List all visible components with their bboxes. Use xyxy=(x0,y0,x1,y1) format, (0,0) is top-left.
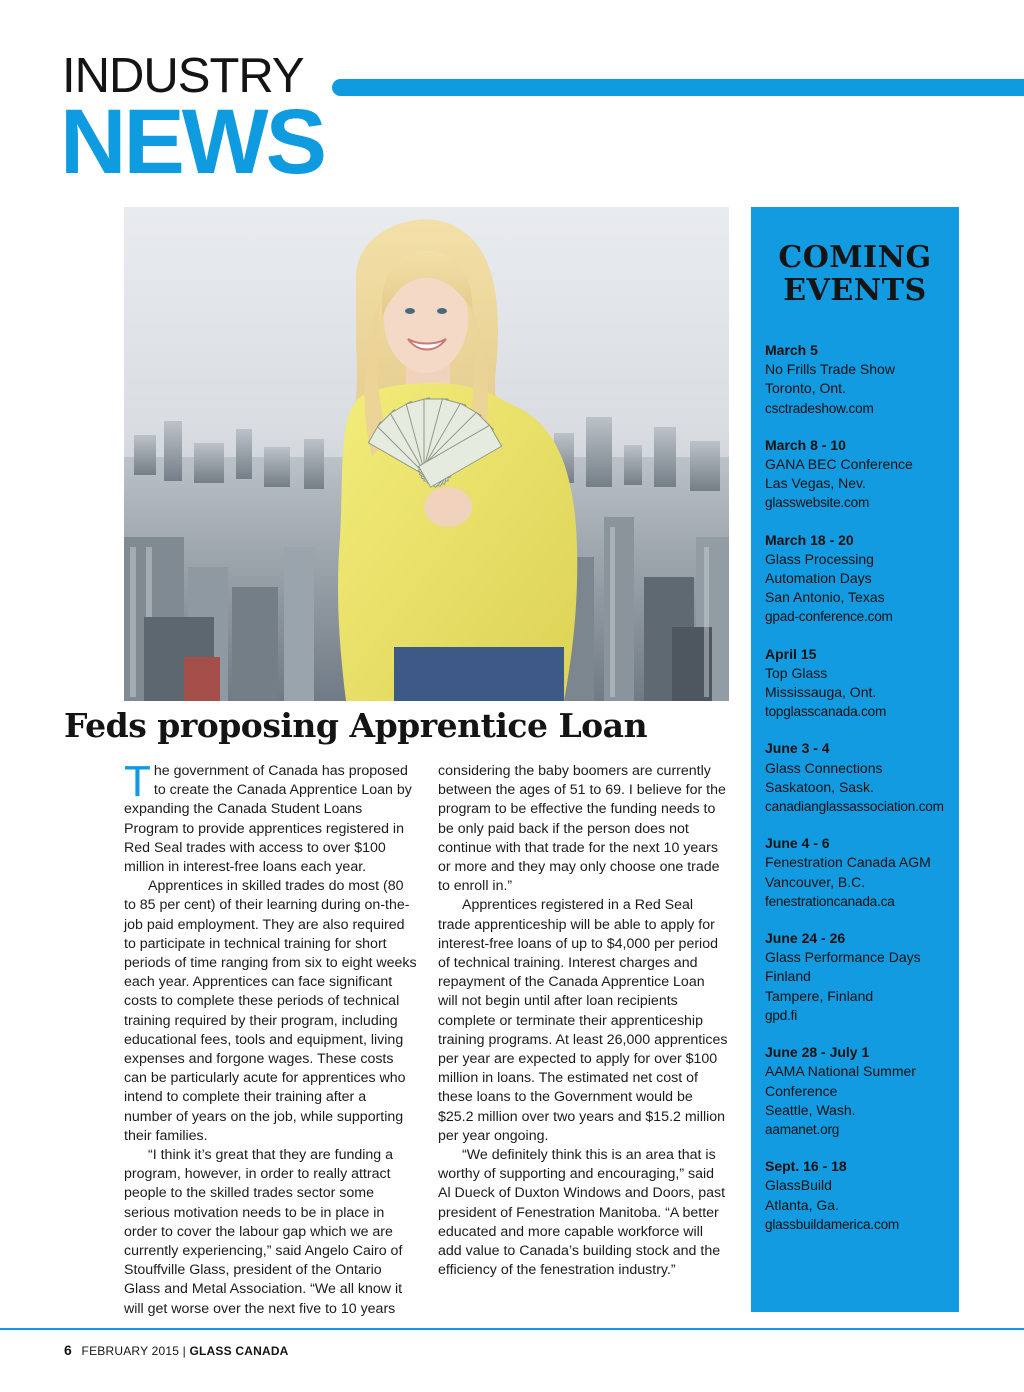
event-url[interactable]: aamanet.org xyxy=(765,1121,840,1137)
event-item xyxy=(765,739,957,816)
event-line: San Antonio, Texas xyxy=(765,589,885,606)
publication-name: GLASS CANADA xyxy=(189,1344,289,1358)
event-line: Tampere, Finland xyxy=(765,987,874,1004)
event-line: Finland xyxy=(765,968,811,985)
footer-rule xyxy=(0,1328,1024,1330)
paragraph-1-text: he government of Canada has proposed to create the Canada Apprentice Loan by expanding the Canada Student Loans Program to provide apprentices registered in Red Seal trades with access to over $100 million in interest-free loans each year. xyxy=(124,763,412,876)
event-line: No Frills Trade Show xyxy=(765,361,895,378)
event-line: Saskatoon, Sask. xyxy=(765,778,874,795)
event-line: Toronto, Ont. xyxy=(765,380,846,397)
issue-date: FEBRUARY 2015 | xyxy=(81,1344,186,1358)
event-line: GANA BEC Conference xyxy=(765,456,913,473)
event-line: Atlanta, Ga. xyxy=(765,1196,839,1213)
event-line: Seattle, Wash. xyxy=(765,1101,856,1118)
event-item xyxy=(765,1043,957,1139)
event-line: GlassBuild xyxy=(765,1177,832,1194)
event-item xyxy=(765,645,957,722)
event-url[interactable]: glasswebsite.com xyxy=(765,495,870,511)
paragraph-2: Apprentices in skilled trades do most (80 to 85 per cent) of their learning during on-the-job paid employment. They are also required to participate in technical training for short periods of time ranging from six to eight weeks each year. Apprentices can face significant costs to complete these periods of technical training required by their program, including educational fees, tools and equipment, living expenses and forgone wages. These costs can be particularly acute for apprentices who intend to complete their training after a number of years on the job, while supporting their families. xyxy=(124,878,417,1144)
event-date: March 18 - 20 xyxy=(765,531,854,548)
event-date: April 15 xyxy=(765,645,817,662)
event-line: Glass Connections xyxy=(765,759,883,776)
event-date: June 4 - 6 xyxy=(765,835,830,852)
page-number: 6 xyxy=(64,1342,72,1358)
article-photo xyxy=(124,207,729,701)
event-date: March 5 xyxy=(765,342,818,358)
event-date: June 24 - 26 xyxy=(765,930,846,947)
event-date: Sept. 16 - 18 xyxy=(765,1158,847,1175)
paragraph-1 xyxy=(124,757,417,877)
event-item xyxy=(765,1157,957,1234)
event-line: Vancouver, B.C. xyxy=(765,873,866,890)
article-headline: Feds proposing Apprentice Loan xyxy=(64,706,648,745)
event-line: Glass Processing xyxy=(765,550,874,567)
event-item xyxy=(765,531,957,627)
event-url[interactable]: canadianglassassociation.com xyxy=(765,799,944,815)
sidebar-title-line-1: COMING xyxy=(778,240,932,275)
event-date: June 28 - July 1 xyxy=(765,1044,870,1061)
event-url[interactable]: glassbuildamerica.com xyxy=(765,1216,900,1232)
paragraph-3: “I think it’s great that they are funding a program, however, in order to really attract people to the skilled trades sector some serious motivation needs to be in place in order to cover the labour gap which we are currently experiencing,” said Angelo Cairo of Stouffville Glass, president of the Ontario Glass and Metal Association. “We all know it will get worse over the next five to 10 years xyxy=(124,1147,403,1317)
event-date: June 3 - 4 xyxy=(765,740,830,757)
drop-cap: T xyxy=(124,757,151,806)
event-url[interactable]: gpd.fi xyxy=(765,1007,798,1023)
event-url[interactable]: gpad-conference.com xyxy=(765,609,893,625)
event-line: Top Glass xyxy=(765,664,828,681)
article-column-1 xyxy=(124,757,417,1319)
event-item xyxy=(765,834,957,911)
event-line: Automation Days xyxy=(765,570,872,587)
event-item xyxy=(765,436,957,513)
event-line: Las Vegas, Nev. xyxy=(765,475,866,492)
coming-events-sidebar xyxy=(751,207,959,1312)
masthead-news: NEWS xyxy=(60,91,324,193)
event-line: AAMA National Summer xyxy=(765,1063,916,1080)
sidebar-title xyxy=(751,241,959,307)
event-url[interactable]: topglasscanada.com xyxy=(765,704,887,720)
event-item xyxy=(765,341,957,418)
event-line: Glass Performance Days xyxy=(765,949,921,966)
masthead-rule xyxy=(332,79,1024,96)
event-date: March 8 - 10 xyxy=(765,436,846,453)
article-column-2 xyxy=(438,762,728,1280)
paragraph-5: Apprentices registered in a Red Seal trade apprenticeship will be able to apply for interest-free loans of up to $4,000 per period of technical training. Interest charges and repayment of the Canada Apprentice Loan will not begin until after loan recipients complete or terminate their apprenticeship training programs. At least 26,000 apprentices per year are expected to apply for over $100 million in loans. The estimated net cost of these loans to the Government would be $25.2 million over two years and $15.2 million per year ongoing. xyxy=(438,897,728,1144)
event-line: Fenestration Canada AGM xyxy=(765,854,931,871)
paragraph-4: considering the baby boomers are currently between the ages of 51 to 69. I believe for the program to be effective the funding needs to be only paid back if the person does not continue with that trade for the next 10 years or more and they may only choose one trade to enroll in.” xyxy=(438,763,726,895)
event-url[interactable]: fenestrationcanada.ca xyxy=(765,893,895,909)
events-list xyxy=(765,341,957,1252)
event-line: Conference xyxy=(765,1082,838,1099)
event-item xyxy=(765,929,957,1025)
event-url[interactable]: csctradeshow.com xyxy=(765,400,874,416)
event-line: Mississauga, Ont. xyxy=(765,684,877,701)
sidebar-title-line-2: EVENTS xyxy=(783,273,927,308)
paragraph-6: “We definitely think this is an area that is worthy of supporting and encouraging,” said Al Dueck of Duxton Windows and Doors, past president of Fenestration Manitoba. “A better educated and more capable workforce will add value to Canada’s building stock and the efficiency of the fenestration industry.” xyxy=(438,1147,726,1279)
masthead-industry: INDUSTRY xyxy=(62,49,304,103)
page-footer xyxy=(64,1342,289,1358)
